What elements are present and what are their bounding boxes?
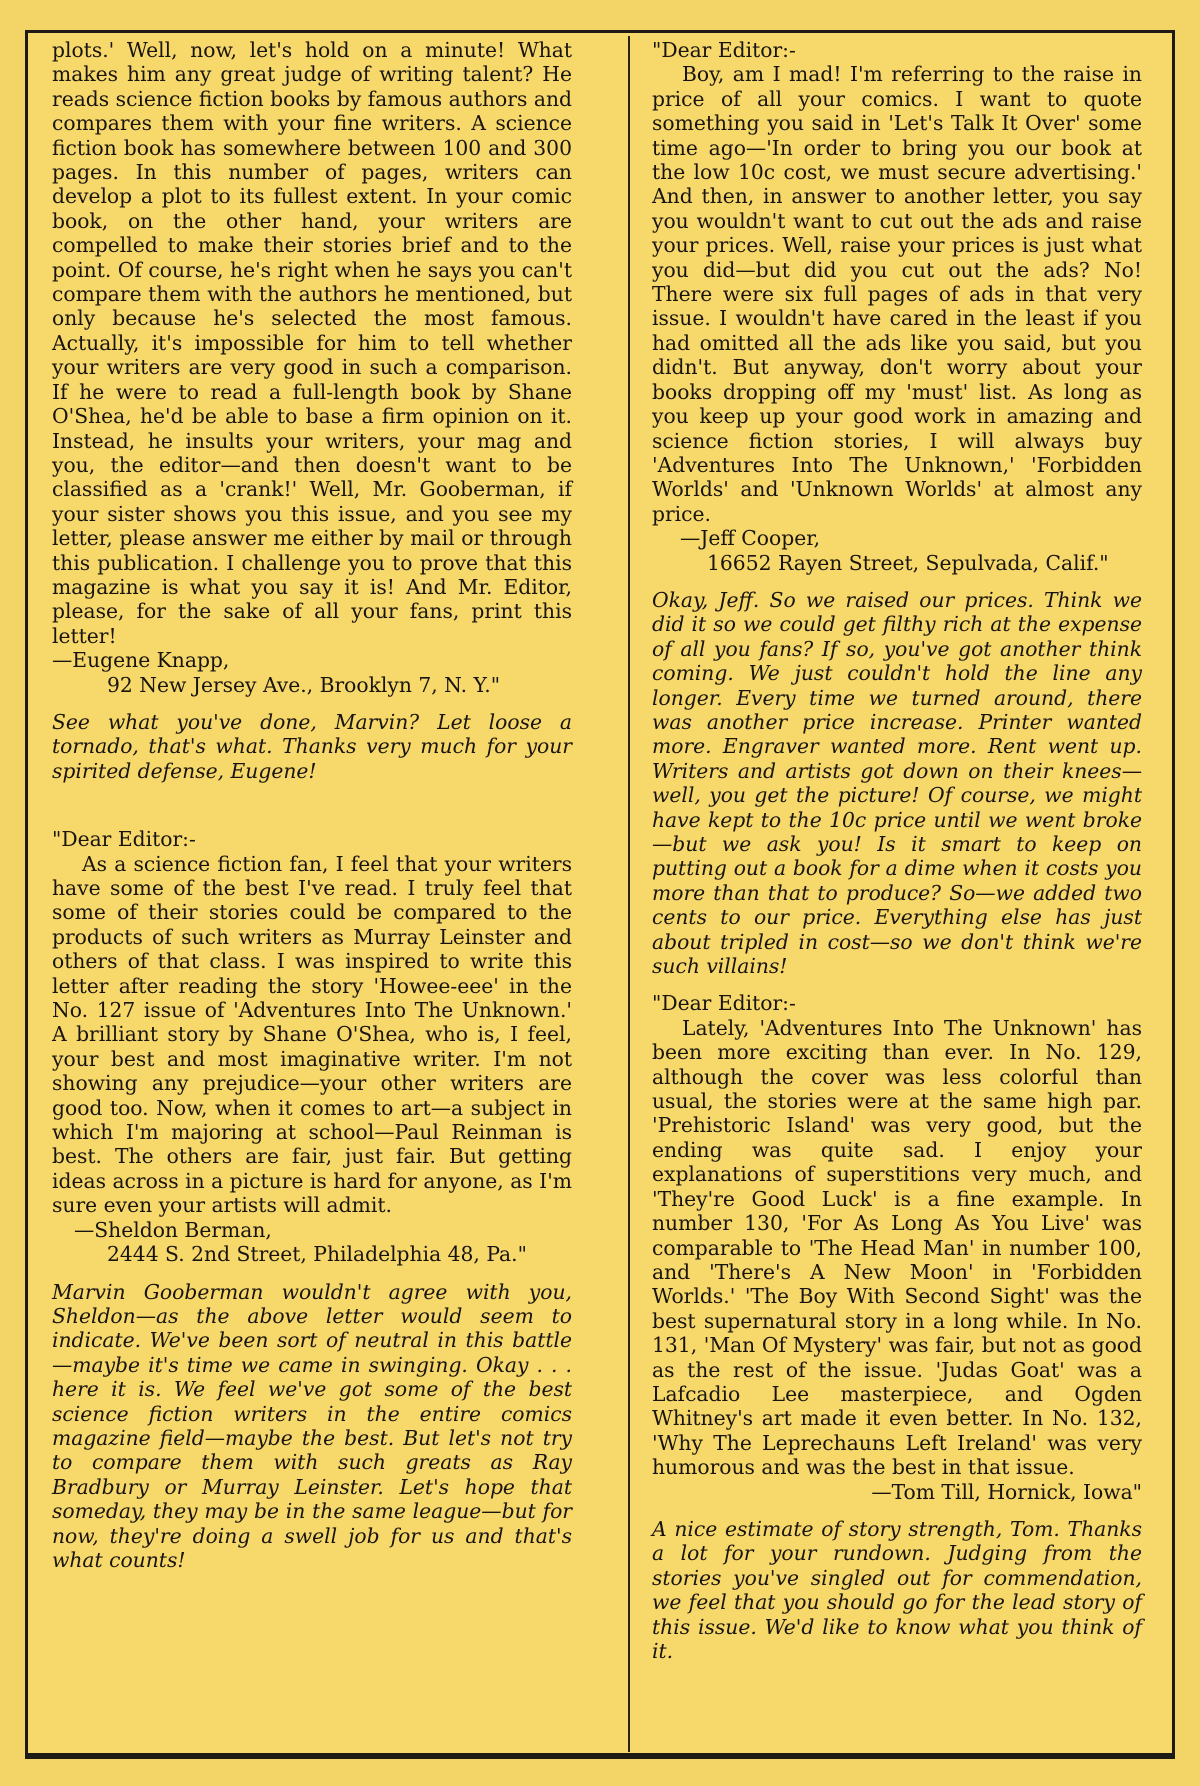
column-divider xyxy=(628,36,630,1752)
letter-salutation: "Dear Editor:- xyxy=(652,38,796,62)
editor-reply: Okay, Jeff. So we raised our prices. Think we did it so we could get filthy rich at the expense of all you fans? If so, you've got another think coming. We just couldn't hold the line any longer. Every time we turned around, there was another price increase. Printer wanted more. Engraver wanted more. Rent went up. Writers and artists got down on their knees—well, you get the picture! Of course, we might have kept to the 10c price until we went broke—but we ask you! Is it smart to keep on putting out a book for a dime when it costs you more than that to produce? So—we added two cents to our price. Everything else has just about tripled in cost—so we don't think we're such villains! xyxy=(652,587,1142,979)
letter-body: As a science fiction fan, I feel that your writers have some of the best I've read. I truly feel that some of their stories could be compared to the products of such writers as Murray Leinster and others of that class. I was inspired to write this letter after reading the story 'Howee-eee' in the No. 127 issue of 'Adventures Into The Unknown.' A brilliant story by Shane O'Shea, who is, I feel, your best and most imaginative writer. I'm not showing any prejudice—your other writers are good too. Now, when it comes to art—a subject in which I'm majoring at school—Paul Reinman is best. The others are fair, just fair. But getting ideas across in a picture is hard for anyone, as I'm sure even your artists will admit. xyxy=(52,851,572,1218)
letter-address: 2444 S. 2nd Street, Philadelphia 48, Pa." xyxy=(107,1242,527,1267)
right-column xyxy=(652,38,1142,1663)
letter-body: Boy, am I mad! I'm referring to the raise in price of all your comics. I want to quote something you said in 'Let's Talk It Over' some time ago—'In order to bring you our book at the low 10c cost, we must secure advertising.' And then, in answer to another letter, you say you wouldn't want to cut out the ads and raise your prices. Well, raise your prices is just what you did—but did you cut out the ads? No! There were six full pages of ads in that very issue. I wouldn't have cared in the least if you had omitted all the ads like you said, but you didn't. But anyway, don't worry about your books dropping off my 'must' list. As long as you keep up your good work in amazing and science fiction stories, I will always buy 'Adventures Into The Unknown,' 'Forbidden Worlds' and 'Unknown Worlds' at almost any price. xyxy=(652,62,1142,526)
letter-body: Lately, 'Adventures Into The Unknown' has been more exciting than ever. In No. 129, although the cover was less colorful than usual, the stories were at the same high par. 'Prehistoric Island' was very good, but the ending was quite sad. I enjoy your explanations of superstitions very much, and 'They're Good Luck' is a fine example. In number 130, 'For As Long As You Live' was comparable to 'The Head Man' in number 100, and 'There's A New Moon' in 'Forbidden Worlds.' 'The Boy With Second Sight' was the best supernatural story in a long while. In No. 131, 'Man Of Mystery' was fair, but not as good as the rest of the issue. 'Judas Goat' was a Lafcadio Lee masterpiece, and Ogden Whitney's art made it even better. In No. 132, 'Why The Leprechauns Left Ireland' was very humorous and was the best in that issue. xyxy=(652,1015,1142,1480)
letter-signature: —Sheldon Berman, xyxy=(74,1217,272,1242)
bottom-rule xyxy=(25,1753,1175,1759)
left-column xyxy=(52,38,572,1572)
editor-reply: See what you've done, Marvin? Let loose a tornado, that's what. Thanks very much for your spirited defense, Eugene! xyxy=(52,709,572,783)
editor-reply: A nice estimate of story strength, Tom. Thanks a lot for your rundown. Judging from the stories you've singled out for commendation, we feel that you should go for the lead story of this issue. We'd like to know what you think of it. xyxy=(652,1516,1142,1663)
letter-salutation: "Dear Editor:- xyxy=(52,827,196,852)
letter-address: 92 New Jersey Ave., Brooklyn 7, N. Y." xyxy=(107,672,501,697)
letter-body: plots.' Well, now, let's hold on a minute! What makes him any great judge of writing talent? He reads science fiction books by famous authors and compares them with your fine writers. A science fiction book has somewhere between 100 and 300 pages. In this number of pages, writers can develop a plot to its fullest extent. In your comic book, on the other hand, your writers are compelled to make their stories brief and to the point. Of course, he's right when he says you can't compare them with the authors he mentioned, but only because he's selected the most famous. Actually, it's impossible for him to tell whether your writers are very good in such a comparison. If he were to read a full-length book by Shane O'Shea, he'd be able to base a firm opinion on it. Instead, he insults your writers, your mag and you, the editor—and then doesn't want to be classified as a 'crank!' Well, Mr. Gooberman, if your sister shows you this issue, and you see my letter, please answer me either by mail or through this publication. I challenge you to prove that this magazine is what you say it is! And Mr. Editor, please, for the sake of all your fans, print this letter! xyxy=(52,38,572,648)
letter-salutation: "Dear Editor:- xyxy=(652,991,796,1016)
letter-signature: —Jeff Cooper, xyxy=(680,526,821,551)
editor-reply: Marvin Gooberman wouldn't agree with you, Sheldon—as the above letter would seem to indicate. We've been sort of neutral in this battle—maybe it's time we came in swinging. Okay . . . here it is. We feel we've got some of the best science fiction writers in the entire comics magazine field—maybe the best. But let's not try to compare them with such greats as Ray Bradbury or Murray Leinster. Let's hope that someday, they may be in the same league—but for now, they're doing a swell job for us and that's what counts! xyxy=(52,1279,572,1572)
letter-signature: —Eugene Knapp, xyxy=(52,648,230,673)
letter-address: 16652 Rayen Street, Sepulvada, Calif." xyxy=(707,550,1109,575)
letter-signature: —Tom Till, Hornick, Iowa" xyxy=(871,1479,1142,1504)
